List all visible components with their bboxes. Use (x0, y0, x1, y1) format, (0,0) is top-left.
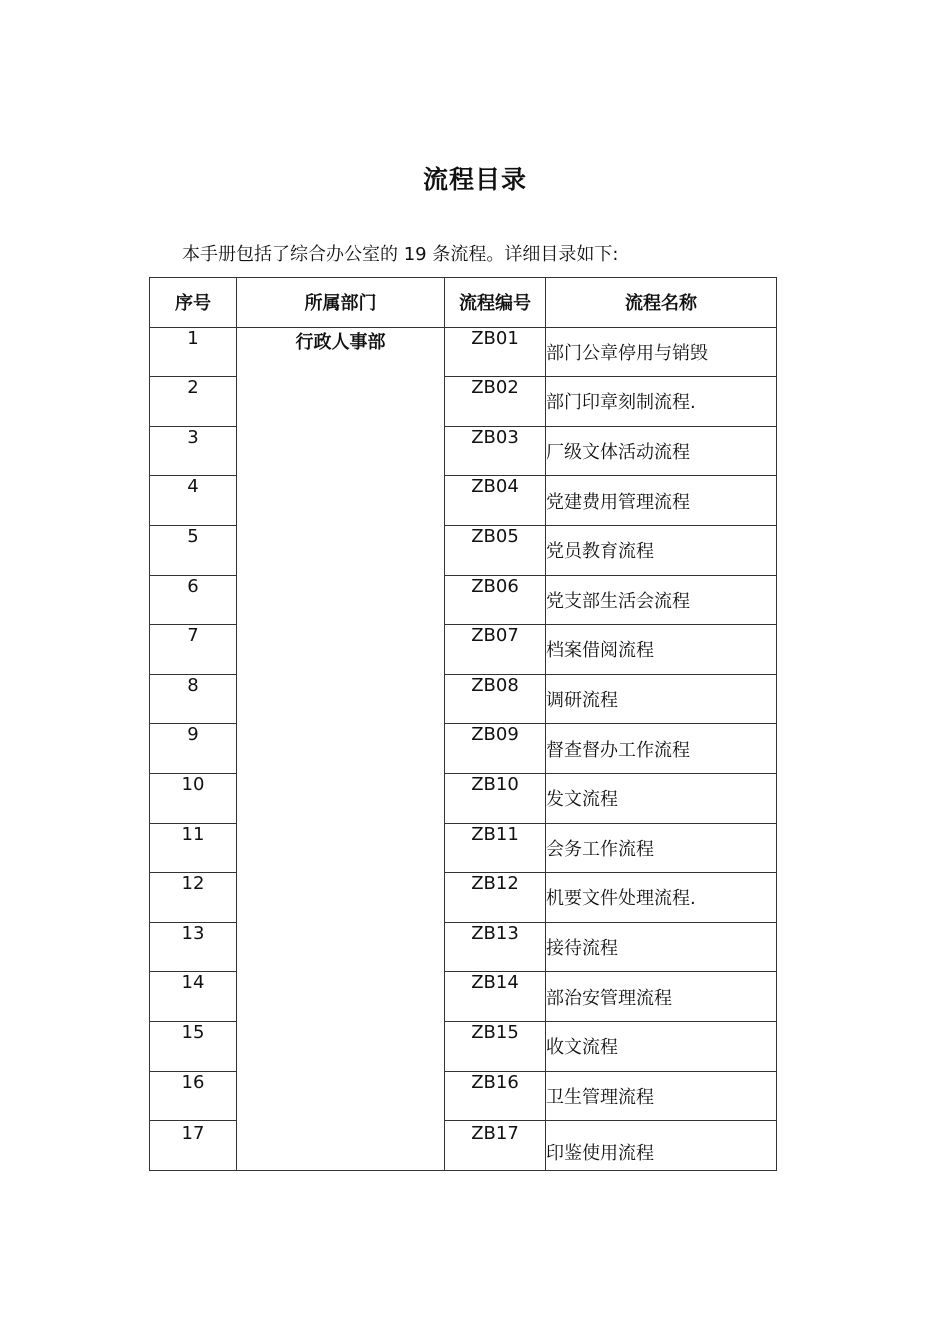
row-seq: 8 (150, 674, 237, 724)
row-seq: 17 (150, 1121, 237, 1171)
row-code: ZB03 (445, 426, 546, 476)
row-seq: 13 (150, 922, 237, 972)
row-seq: 9 (150, 724, 237, 774)
row-code: ZB05 (445, 525, 546, 575)
row-code: ZB09 (445, 724, 546, 774)
row-name: 接待流程 (546, 922, 777, 972)
row-seq: 14 (150, 972, 237, 1022)
row-name: 收文流程 (546, 1021, 777, 1071)
row-name: 档案借阅流程 (546, 625, 777, 675)
row-code: ZB01 (445, 327, 546, 377)
row-seq: 1 (150, 327, 237, 377)
row-code: ZB06 (445, 575, 546, 625)
row-code: ZB10 (445, 773, 546, 823)
row-seq: 10 (150, 773, 237, 823)
row-name: 党支部生活会流程 (546, 575, 777, 625)
row-code: ZB13 (445, 922, 546, 972)
row-seq: 6 (150, 575, 237, 625)
header-seq: 序号 (150, 278, 237, 328)
process-table (149, 277, 777, 1171)
row-code: ZB14 (445, 972, 546, 1022)
row-seq: 5 (150, 525, 237, 575)
row-name: 部门公章停用与销毁 (546, 327, 777, 377)
row-code: ZB16 (445, 1071, 546, 1121)
department-cell: 行政人事部 (237, 327, 445, 1170)
row-code: ZB11 (445, 823, 546, 873)
header-department: 所属部门 (237, 278, 445, 328)
row-name: 调研流程 (546, 674, 777, 724)
row-name: 党建费用管理流程 (546, 476, 777, 526)
row-name: 督查督办工作流程 (546, 724, 777, 774)
header-code: 流程编号 (445, 278, 546, 328)
row-name: 部治安管理流程 (546, 972, 777, 1022)
row-seq: 3 (150, 426, 237, 476)
table-row (150, 327, 777, 377)
row-seq: 11 (150, 823, 237, 873)
row-name: 卫生管理流程 (546, 1071, 777, 1121)
row-name: 机要文件处理流程. (546, 873, 777, 923)
row-name: 党员教育流程 (546, 525, 777, 575)
row-name: 部门印章刻制流程. (546, 377, 777, 427)
row-name: 发文流程 (546, 773, 777, 823)
page-title: 流程目录 (422, 165, 527, 194)
row-code: ZB04 (445, 476, 546, 526)
row-seq: 12 (150, 873, 237, 923)
row-seq: 2 (150, 377, 237, 427)
row-name: 会务工作流程 (546, 823, 777, 873)
row-code: ZB02 (445, 377, 546, 427)
row-name: 厂级文体活动流程 (546, 426, 777, 476)
row-code: ZB07 (445, 625, 546, 675)
row-seq: 7 (150, 625, 237, 675)
row-code: ZB15 (445, 1021, 546, 1071)
row-code: ZB12 (445, 873, 546, 923)
table-header-row (150, 278, 777, 328)
row-seq: 15 (150, 1021, 237, 1071)
header-name: 流程名称 (546, 278, 777, 328)
row-seq: 16 (150, 1071, 237, 1121)
table-body (150, 327, 777, 1170)
row-name: 印鉴使用流程 (546, 1121, 777, 1171)
row-code: ZB17 (445, 1121, 546, 1171)
row-seq: 4 (150, 476, 237, 526)
intro-text: 本手册包括了综合办公室的 19 条流程。详细目录如下: (182, 244, 619, 265)
row-code: ZB08 (445, 674, 546, 724)
